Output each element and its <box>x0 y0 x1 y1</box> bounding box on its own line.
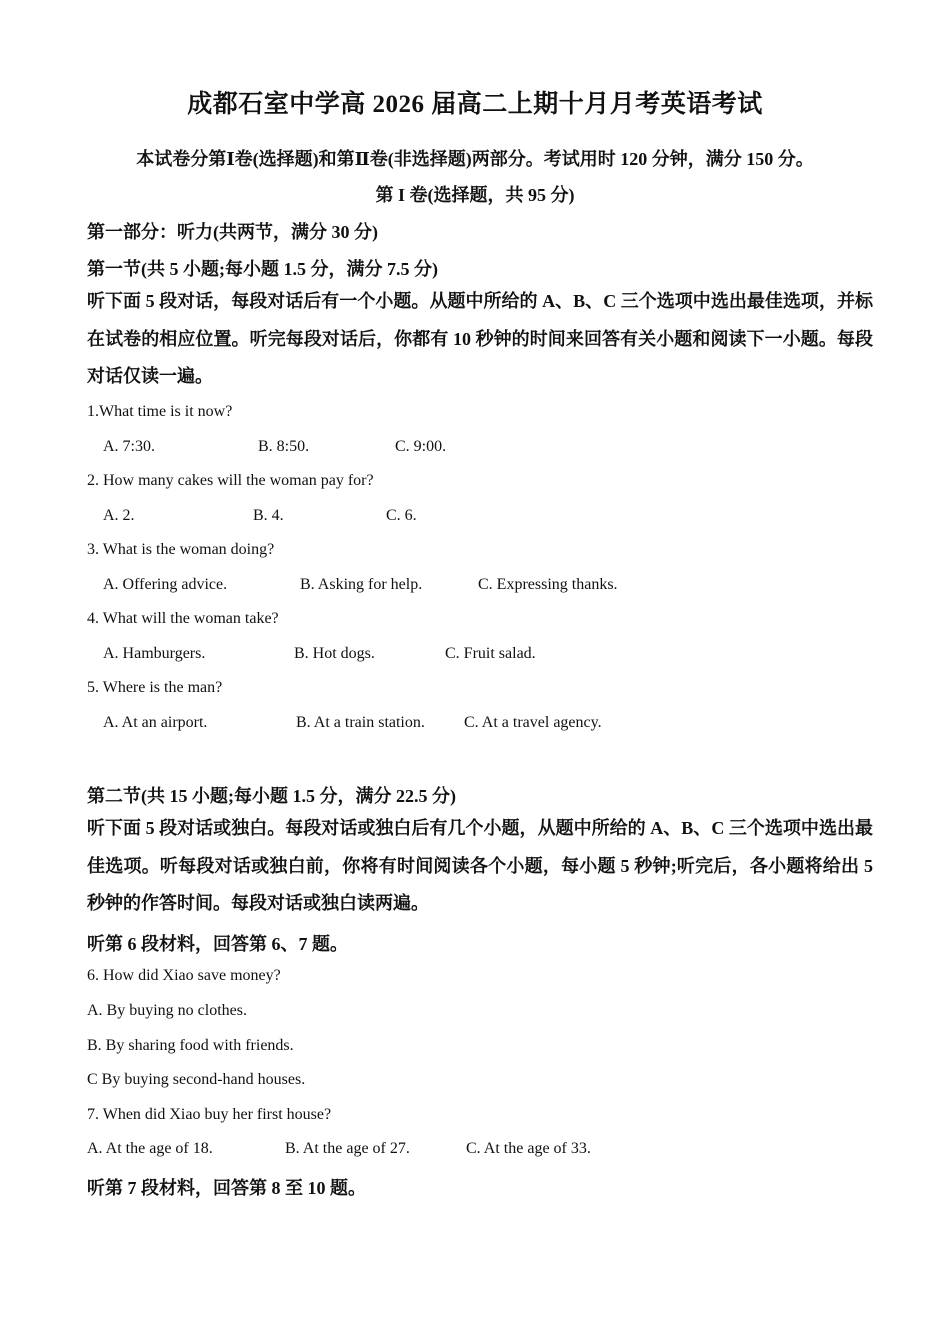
option-a: A. Offering advice. <box>103 576 228 593</box>
question-1: 1.What time is it now? <box>87 403 233 420</box>
material-6-heading: 听第 6 段材料，回答第 6、7 题。 <box>87 934 348 954</box>
question-2: 2. How many cakes will the woman pay for? <box>87 472 374 489</box>
question-6-option-b: B. By sharing food with friends. <box>87 1037 294 1054</box>
option-b: B. 4. <box>253 507 284 524</box>
option-a: A. 7:30. <box>103 438 155 455</box>
question-3: 3. What is the woman doing? <box>87 541 275 558</box>
option-b: B. Asking for help. <box>300 576 423 593</box>
option-b: B. 8:50. <box>258 438 310 455</box>
option-c: C. At the age of 33. <box>466 1140 591 1157</box>
part-heading: 第一部分：听力(共两节，满分 30 分) <box>87 222 378 242</box>
section2-instructions: 听下面 5 段对话或独白。每段对话或独白后有几个小题，从题中所给的 A、B、C 三个选项中选出最佳选项。听每段对话或独白前，你将有时间阅读各个小题，每小题 5 秒钟;听完后，各小题将给出 5 秒钟的作答时间。每段对话或独白读两遍。 <box>87 818 873 913</box>
option-a: A. 2. <box>103 507 135 524</box>
section1-heading: 第一节(共 5 小题;每小题 1.5 分，满分 7.5 分) <box>87 259 438 279</box>
option-c: C. 6. <box>386 507 417 524</box>
option-c: C. 9:00. <box>395 438 447 455</box>
question-6-option-a: A. By buying no clothes. <box>87 1002 247 1019</box>
option-c: C. Expressing thanks. <box>478 576 618 593</box>
question-4: 4. What will the woman take? <box>87 610 279 627</box>
question-5: 5. Where is the man? <box>87 679 223 696</box>
question-6: 6. How did Xiao save money? <box>87 967 281 984</box>
exam-intro: 本试卷分第Ⅰ卷(选择题)和第Ⅱ卷(非选择题)两部分。考试用时 120 分钟，满分 150 分。 <box>136 149 814 169</box>
question-7: 7. When did Xiao buy her first house? <box>87 1106 332 1123</box>
material-7-heading: 听第 7 段材料，回答第 8 至 10 题。 <box>87 1178 366 1198</box>
option-b: B. At a train station. <box>296 714 425 731</box>
option-a: A. At the age of 18. <box>87 1140 213 1157</box>
section2-heading: 第二节(共 15 小题;每小题 1.5 分，满分 22.5 分) <box>87 786 456 806</box>
section1-instructions: 听下面 5 段对话，每段对话后有一个小题。从题中所给的 A、B、C 三个选项中选出最佳选项，并标在试卷的相应位置。听完每段对话后，你都有 10 秒钟的时间来回答有关小题和阅读下一小题。每段对话仅读一遍。 <box>87 291 873 386</box>
exam-title: 成都石室中学高 2026 届高二上期十月月考英语考试 <box>187 91 763 118</box>
option-a: A. At an airport. <box>103 714 208 731</box>
option-b: B. At the age of 27. <box>285 1140 410 1157</box>
option-a: A. Hamburgers. <box>103 645 206 662</box>
question-6-option-c: C By buying second-hand houses. <box>87 1071 306 1088</box>
option-c: C. Fruit salad. <box>445 645 536 662</box>
volume-heading: 第 I 卷(选择题，共 95 分) <box>375 185 575 205</box>
option-c: C. At a travel agency. <box>464 714 602 731</box>
option-b: B. Hot dogs. <box>294 645 375 662</box>
